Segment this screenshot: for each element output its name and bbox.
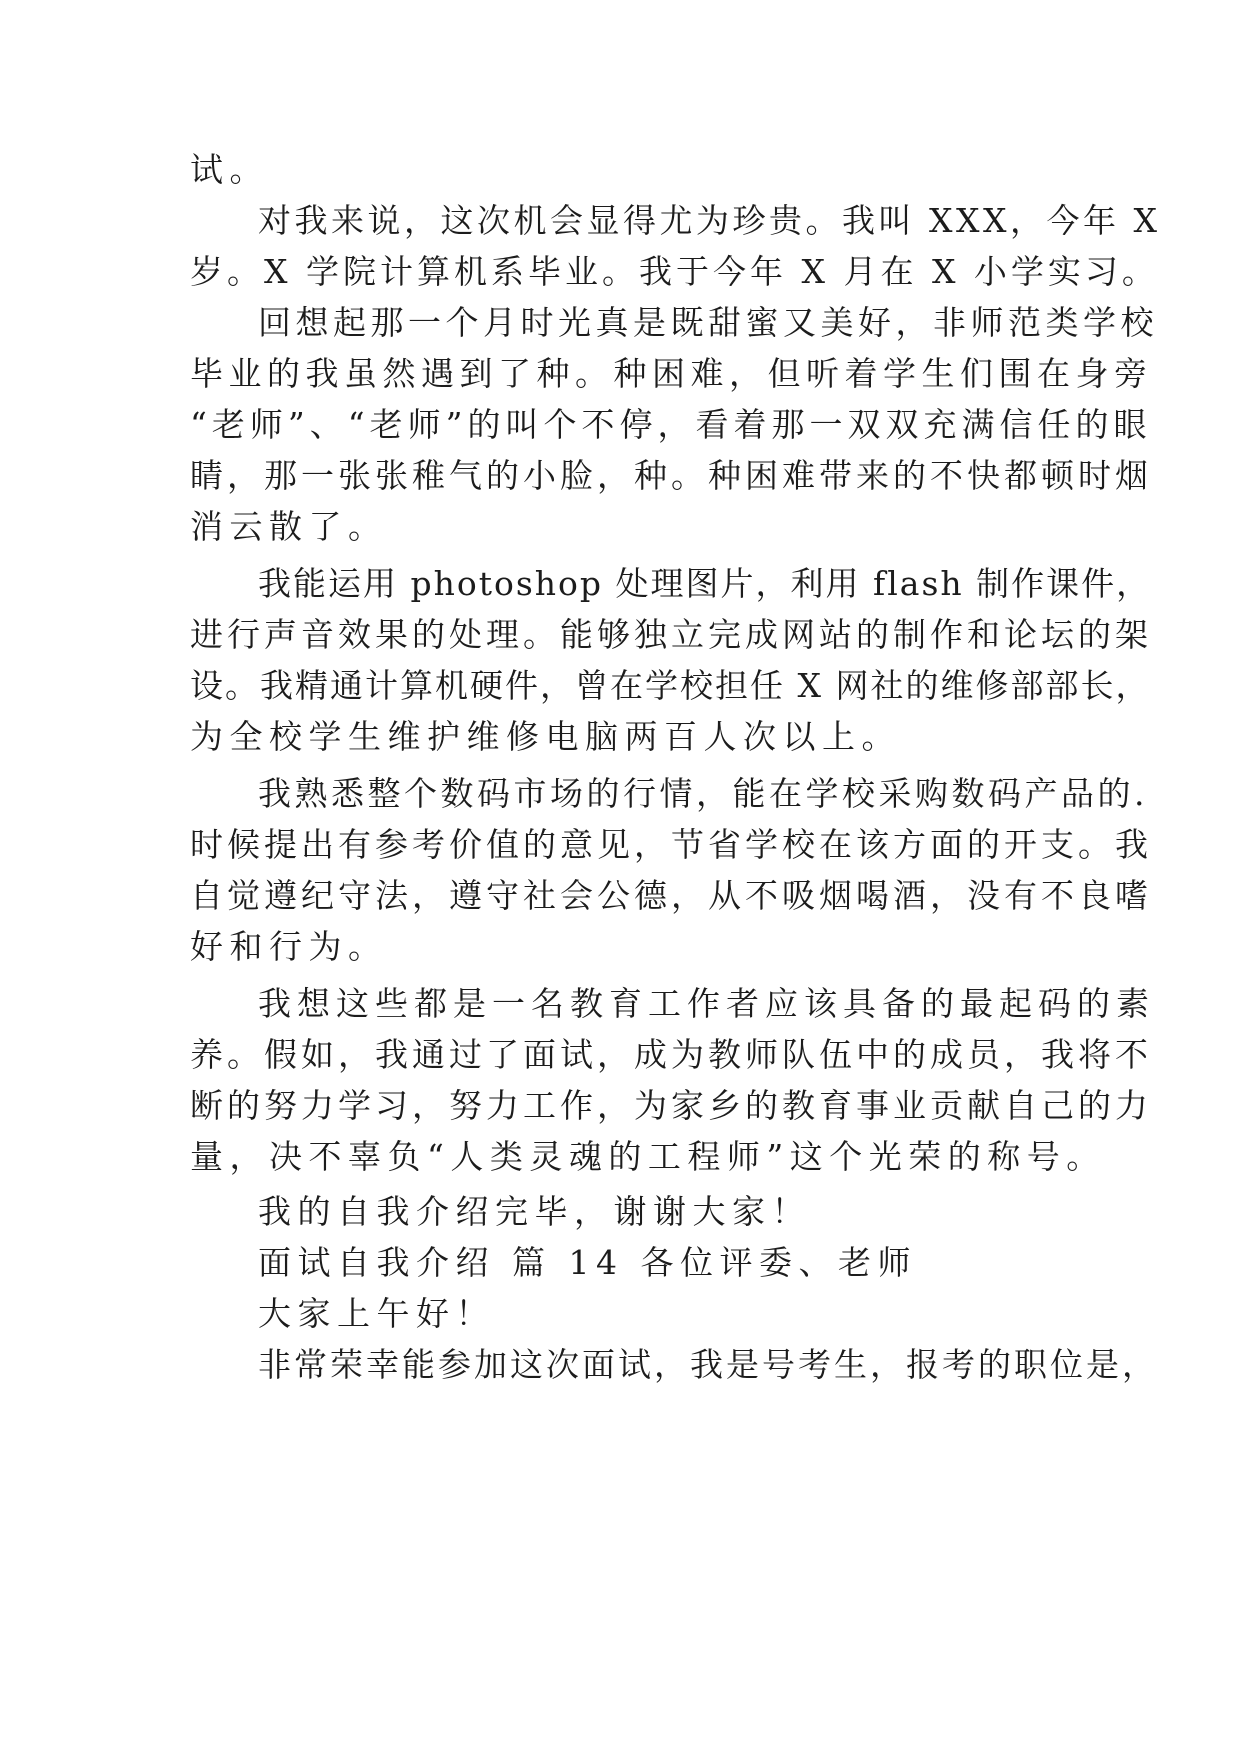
text-line: 养。假如，我通过了面试，成为教师队伍中的成员，我将不 [190,1035,1152,1074]
text-line: 好和行为。 [190,927,388,966]
text-line: 毕业的我虽然遇到了种。种困难，但听着学生们围在身旁 [190,354,1153,393]
text-line: 为全校学生维护维修电脑两百人次以上。 [190,717,901,756]
text-line: 试。 [190,150,269,189]
paragraph-line: 对我来说，这次机会显得尤为珍贵。我叫 XXX，今年 X [258,201,1161,240]
text-line: 断的努力学习，努力工作，为家乡的教育事业贡献自己的力 [190,1086,1152,1125]
paragraph-line: 我熟悉整个数码市场的行情，能在学校采购数码产品的. [258,774,1148,813]
text-line: 自觉遵纪守法，遵守社会公德，从不吸烟喝酒，没有不良嗜 [190,876,1152,915]
paragraph-line: 我想这些都是一名教育工作者应该具备的最起码的素 [258,984,1155,1023]
text-line: 岁。X 学院计算机系毕业。我于今年 X 月在 X 小学实习。 [190,252,1159,291]
text-line: 睛，那一张张稚气的小脸，种。种困难带来的不快都顿时烟 [190,456,1152,495]
text-line: 消云散了。 [190,507,388,546]
paragraph-line: 我能运用 photoshop 处理图片，利用 flash 制作课件， [258,564,1152,603]
paragraph-line: 我的自我介绍完毕，谢谢大家！ [258,1192,811,1231]
text-line: 量，决不辜负“人类灵魂的工程师”这个光荣的称号。 [190,1137,1106,1176]
paragraph-line: 大家上午好！ [258,1294,495,1333]
text-line: 进行声音效果的处理。能够独立完成网站的制作和论坛的架 [190,615,1152,654]
paragraph-line: 回想起那一个月时光真是既甜蜜又美好，非师范类学校 [258,303,1158,342]
text-line: 设。我精通计算机硬件，曾在学校担任 X 网社的维修部部长， [190,666,1151,705]
paragraph-line: 面试自我介绍 篇 14 各位评委、老师 [258,1243,917,1282]
text-line: 时候提出有参考价值的意见，节省学校在该方面的开支。我 [190,825,1152,864]
text-line: “老师”、“老师”的叫个不停，看着那一双双充满信任的眼 [190,405,1152,444]
paragraph-line: 非常荣幸能参加这次面试，我是号考生，报考的职位是， [258,1345,1158,1384]
